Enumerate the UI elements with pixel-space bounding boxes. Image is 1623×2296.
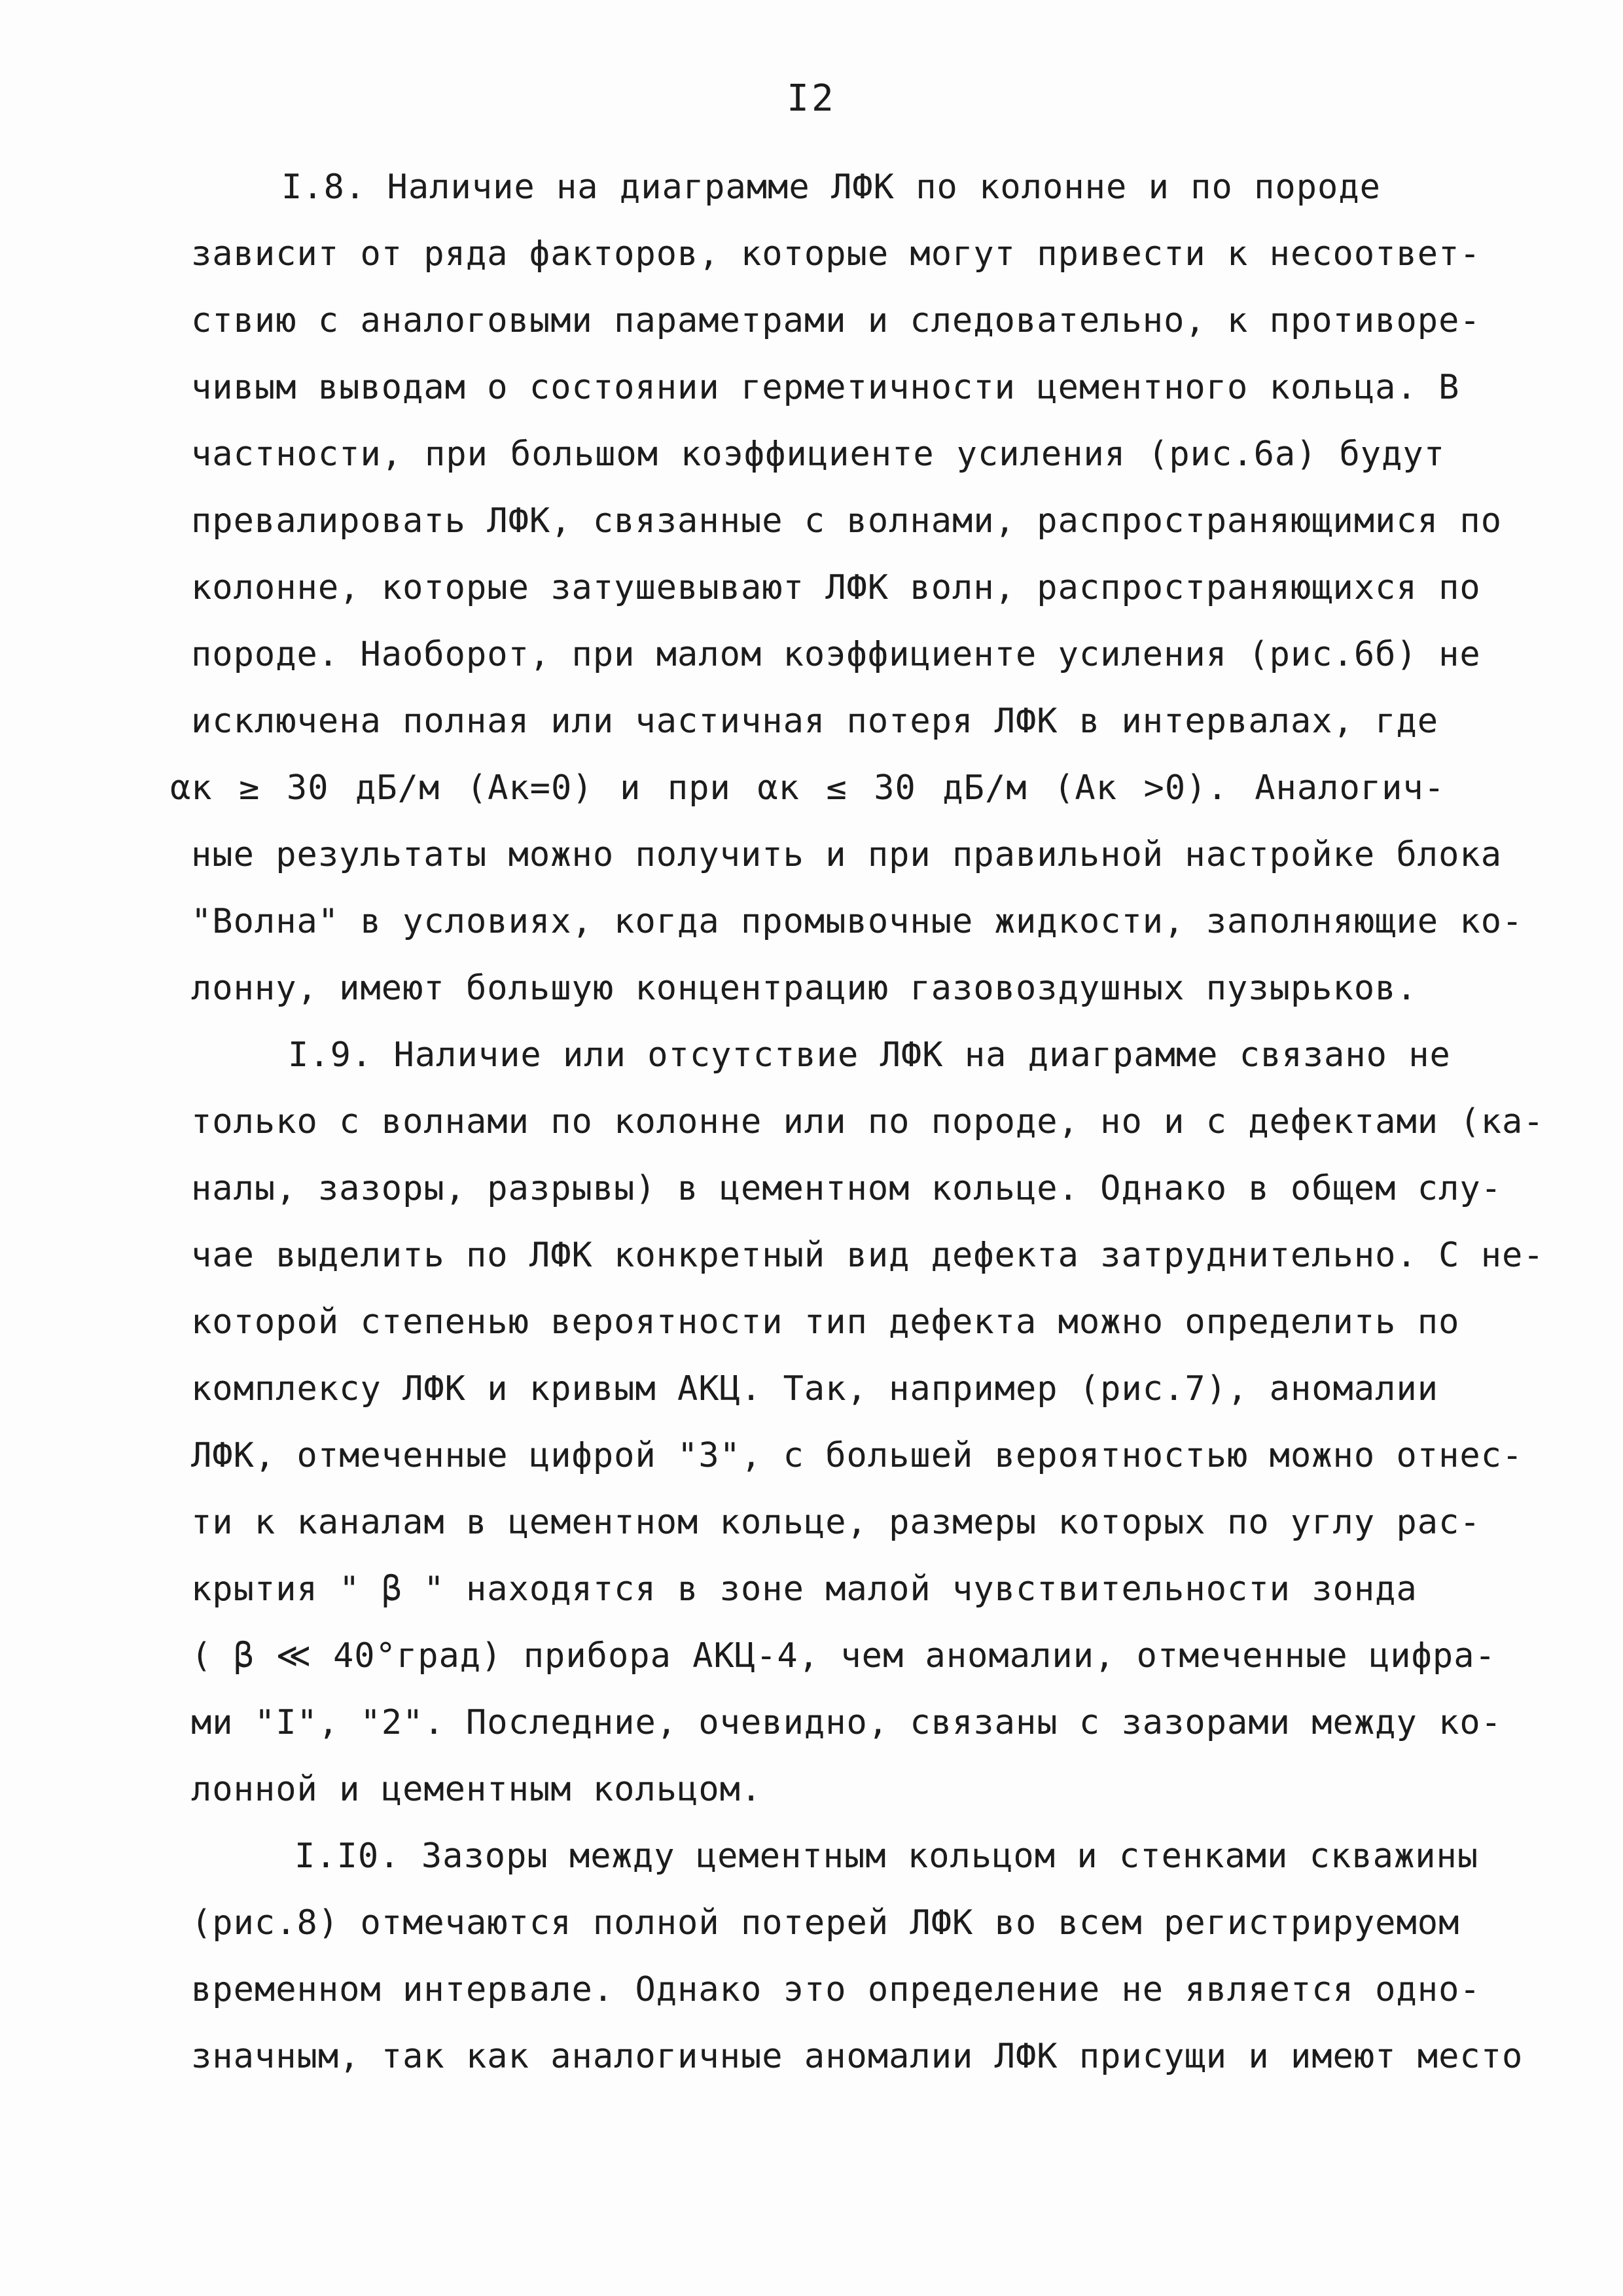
- text-line: налы, зазоры, разрывы) в цементном кольце. Однако в общем слу-: [191, 1169, 1503, 1208]
- text-line: (рис.8) отмечаются полной потерей ЛФК во всем регистрируемом: [191, 1903, 1460, 1943]
- text-line: которой степенью вероятности тип дефекта можно определить по: [191, 1302, 1460, 1342]
- text-line: превалировать ЛФК, связанные с волнами, распространяющимися по: [191, 501, 1503, 541]
- text-line: породе. Наоборот, при малом коэффициенте усиления (рис.6б) не: [191, 635, 1481, 674]
- text-line: ( β ≪ 40°град) прибора АКЦ-4, чем аномалии, отмеченные цифра-: [191, 1636, 1496, 1676]
- text-line: I.I0. Зазоры между цементным кольцом и стенками скважины: [294, 1837, 1479, 1876]
- text-line: "Волна" в условиях, когда промывочные жидкости, заполняющие ко-: [191, 902, 1524, 941]
- text-line: ЛФК, отмеченные цифрой "3", с большей вероятностью можно отнес-: [191, 1436, 1524, 1475]
- page-number: I2: [787, 77, 836, 120]
- text-line: лонну, имеют большую концентрацию газовоздушных пузырьков.: [191, 969, 1418, 1008]
- text-line: ти к каналам в цементном кольце, размеры которых по углу рас-: [191, 1503, 1481, 1542]
- text-line: крытия " β " находятся в зоне малой чувствительности зонда: [191, 1570, 1418, 1609]
- text-line: колонне, которые затушевывают ЛФК волн, распространяющихся по: [191, 568, 1481, 607]
- text-line: ствию с аналоговыми параметрами и следовательно, к противоре-: [191, 301, 1481, 340]
- text-line: αк ≥ 30 дБ/м (Ак=0) и при αк ≤ 30 дБ/м (Ак >0). Аналогич-: [170, 768, 1445, 808]
- text-line: значным, так как аналогичные аномалии ЛФК присущи и имеют место: [191, 2037, 1524, 2076]
- text-line: временном интервале. Однако это определение не является одно-: [191, 1970, 1481, 2009]
- text-line: частности, при большом коэффициенте усиления (рис.6а) будут: [191, 435, 1445, 474]
- text-line: ми "I", "2". Последние, очевидно, связаны с зазорами между ко-: [191, 1703, 1503, 1742]
- text-line: комплексу ЛФК и кривым АКЦ. Так, например (рис.7), аномалии: [191, 1369, 1439, 1408]
- text-line: I.9. Наличие или отсутствие ЛФК на диаграмме связано не: [288, 1035, 1451, 1075]
- text-line: ные результаты можно получить и при правильной настройке блока: [191, 835, 1503, 874]
- text-line: чае выделить по ЛФК конкретный вид дефекта затруднительно. С не-: [191, 1236, 1544, 1275]
- text-line: I.8. Наличие на диаграмме ЛФК по колонне и по породе: [281, 168, 1381, 207]
- text-line: чивым выводам о состоянии герметичности цементного кольца. В: [191, 368, 1460, 407]
- text-line: исключена полная или частичная потеря ЛФК в интервалах, где: [191, 702, 1439, 741]
- text-line: лонной и цементным кольцом.: [191, 1770, 762, 1809]
- text-line: зависит от ряда факторов, которые могут привести к несоответ-: [191, 234, 1481, 274]
- text-line: только с волнами по колонне или по породе, но и с дефектами (ка-: [191, 1102, 1544, 1141]
